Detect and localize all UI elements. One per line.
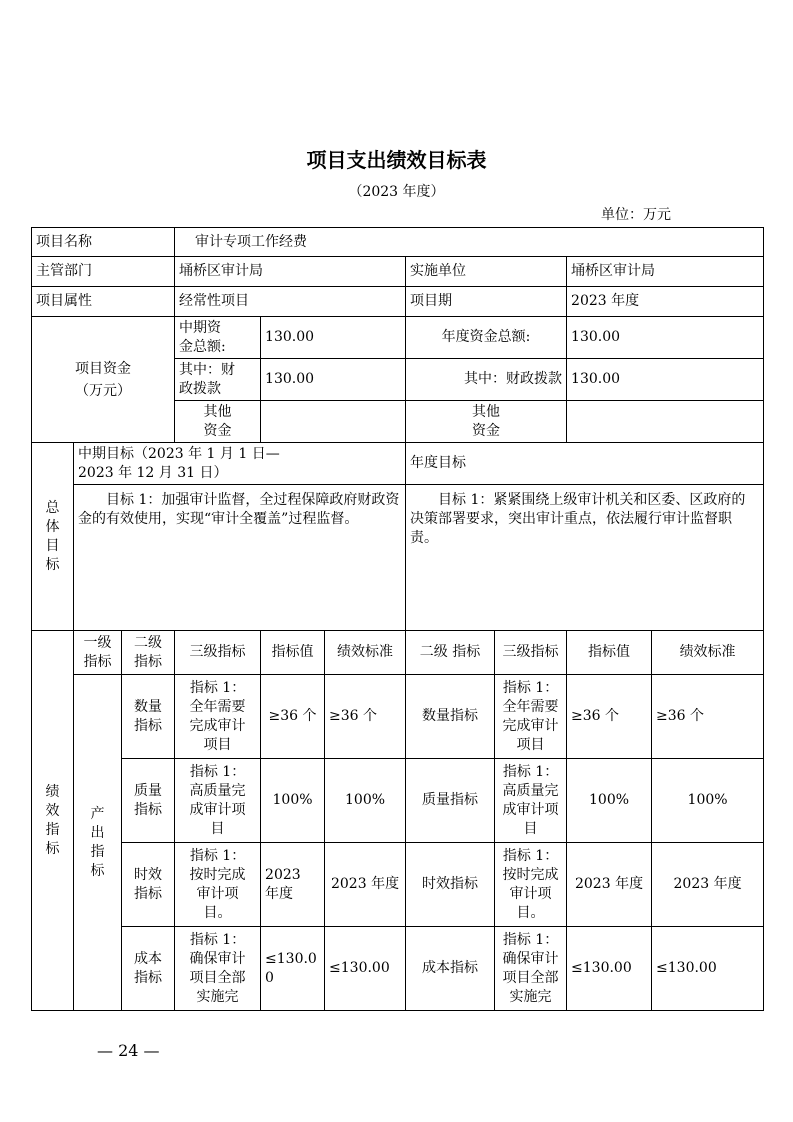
annual-standard: 100% xyxy=(652,759,764,843)
annual-other-value xyxy=(567,401,764,443)
project-name-label: 项目名称 xyxy=(32,228,175,257)
annual-standard: ≤130.00 xyxy=(652,927,764,1011)
performance-header-row xyxy=(32,631,764,675)
funds-total-row xyxy=(32,317,764,359)
table-row xyxy=(32,927,764,1011)
mid-level3: 指标 1： 高质量完 成审计项 目 xyxy=(175,759,261,843)
annual-level3: 指标 1： 全年需要 完成审计 项目 xyxy=(495,675,567,759)
mid-value: ≥36 个 xyxy=(261,675,325,759)
col-level3-annual: 三级指标 xyxy=(495,631,567,675)
annual-level3: 指标 1： 确保审计 项目全部 实施完 xyxy=(495,927,567,1011)
mid-standard: ≤130.00 xyxy=(325,927,406,1011)
col-value: 指标值 xyxy=(261,631,325,675)
mid-level2: 质量 指标 xyxy=(122,759,175,843)
col-level3: 三级指标 xyxy=(175,631,261,675)
annual-level2: 质量指标 xyxy=(406,759,495,843)
col-standard: 绩效标准 xyxy=(325,631,406,675)
annual-level3: 指标 1： 高质量完 成审计项 目 xyxy=(495,759,567,843)
dept-row xyxy=(32,257,764,287)
performance-target-table xyxy=(31,227,764,1011)
col-level1: 一级 指标 xyxy=(74,631,122,675)
annual-level2: 时效指标 xyxy=(406,843,495,927)
goals-header-row xyxy=(32,443,764,485)
annual-value: 2023 年度 xyxy=(567,843,652,927)
annual-level3: 指标 1： 按时完成 审计项 目。 xyxy=(495,843,567,927)
mid-total-value: 130.00 xyxy=(261,317,406,359)
dept-label: 主管部门 xyxy=(32,257,175,287)
funds-label: 项目资金 （万元） xyxy=(32,317,175,443)
mid-value: 100% xyxy=(261,759,325,843)
mid-goal-text: 目标 1：加强审计监督，全过程保障政府财政资金的有效使用，实现“审计全覆盖”过程监督。 xyxy=(74,485,406,631)
mid-level2: 成本 指标 xyxy=(122,927,175,1011)
annual-fiscal-label: 其中：财政拨款 xyxy=(406,359,567,401)
annual-goal-header: 年度目标 xyxy=(406,443,764,485)
annual-value: ≤130.00 xyxy=(567,927,652,1011)
mid-level2: 数量 指标 xyxy=(122,675,175,759)
impl-label: 实施单位 xyxy=(406,257,567,287)
attr-value: 经常性项目 xyxy=(175,287,406,317)
annual-value: 100% xyxy=(567,759,652,843)
mid-standard: ≥36 个 xyxy=(325,675,406,759)
table-row xyxy=(32,759,764,843)
mid-value: ≤130.0 0 xyxy=(261,927,325,1011)
project-name-row xyxy=(32,228,764,257)
mid-standard: 2023 年度 xyxy=(325,843,406,927)
annual-standard: 2023 年度 xyxy=(652,843,764,927)
mid-other-value xyxy=(261,401,406,443)
mid-total-label: 中期资 金总额: xyxy=(175,317,261,359)
period-value: 2023 年度 xyxy=(567,287,764,317)
annual-value: ≥36 个 xyxy=(567,675,652,759)
col-standard-annual: 绩效标准 xyxy=(652,631,764,675)
annual-fiscal-value: 130.00 xyxy=(567,359,764,401)
table-row xyxy=(32,675,764,759)
col-value-annual: 指标值 xyxy=(567,631,652,675)
mid-level3: 指标 1： 按时完成 审计项 目。 xyxy=(175,843,261,927)
dept-value: 埇桥区审计局 xyxy=(175,257,406,287)
project-name-value: 审计专项工作经费 xyxy=(175,228,764,257)
attr-label: 项目属性 xyxy=(32,287,175,317)
year-note: （2023 年度） xyxy=(348,184,445,200)
overall-goals-label: 总 体 目 标 xyxy=(32,443,74,631)
table-row xyxy=(32,843,764,927)
annual-other-label: 其他 资金 xyxy=(406,401,567,443)
mid-fiscal-label: 其中：财 政拨款 xyxy=(175,359,261,401)
mid-standard: 100% xyxy=(325,759,406,843)
attr-row xyxy=(32,287,764,317)
mid-level3: 指标 1： 确保审计 项目全部 实施完 xyxy=(175,927,261,1011)
mid-level2: 时效 指标 xyxy=(122,843,175,927)
mid-level3: 指标 1： 全年需要 完成审计 项目 xyxy=(175,675,261,759)
goals-text-row xyxy=(32,485,764,631)
annual-goal-text: 目标 1：紧紧围绕上级审计机关和区委、区政府的决策部署要求，突出审计重点，依法履行审计监督职责。 xyxy=(406,485,764,631)
level1-output: 产 出 指 标 xyxy=(74,675,122,1011)
annual-level2: 数量指标 xyxy=(406,675,495,759)
annual-standard: ≥36 个 xyxy=(652,675,764,759)
col-level2: 二级 指标 xyxy=(122,631,175,675)
annual-total-value: 130.00 xyxy=(567,317,764,359)
performance-label: 绩 效 指 标 xyxy=(32,631,74,1011)
annual-total-label: 年度资金总额: xyxy=(406,317,567,359)
mid-goal-header: 中期目标（2023 年 1 月 1 日— 2023 年 12 月 31 日） xyxy=(74,443,406,485)
impl-value: 埇桥区审计局 xyxy=(567,257,764,287)
mid-other-label: 其他 资金 xyxy=(175,401,261,443)
unit-label: 单位：万元 xyxy=(601,207,671,223)
page-title: 项目支出绩效目标表 xyxy=(306,148,487,172)
annual-level2: 成本指标 xyxy=(406,927,495,1011)
page-number: — 24 — xyxy=(97,1041,160,1060)
period-label: 项目期 xyxy=(406,287,567,317)
mid-value: 2023 年度 xyxy=(261,843,325,927)
mid-fiscal-value: 130.00 xyxy=(261,359,406,401)
col-level2-annual: 二级 指标 xyxy=(406,631,495,675)
